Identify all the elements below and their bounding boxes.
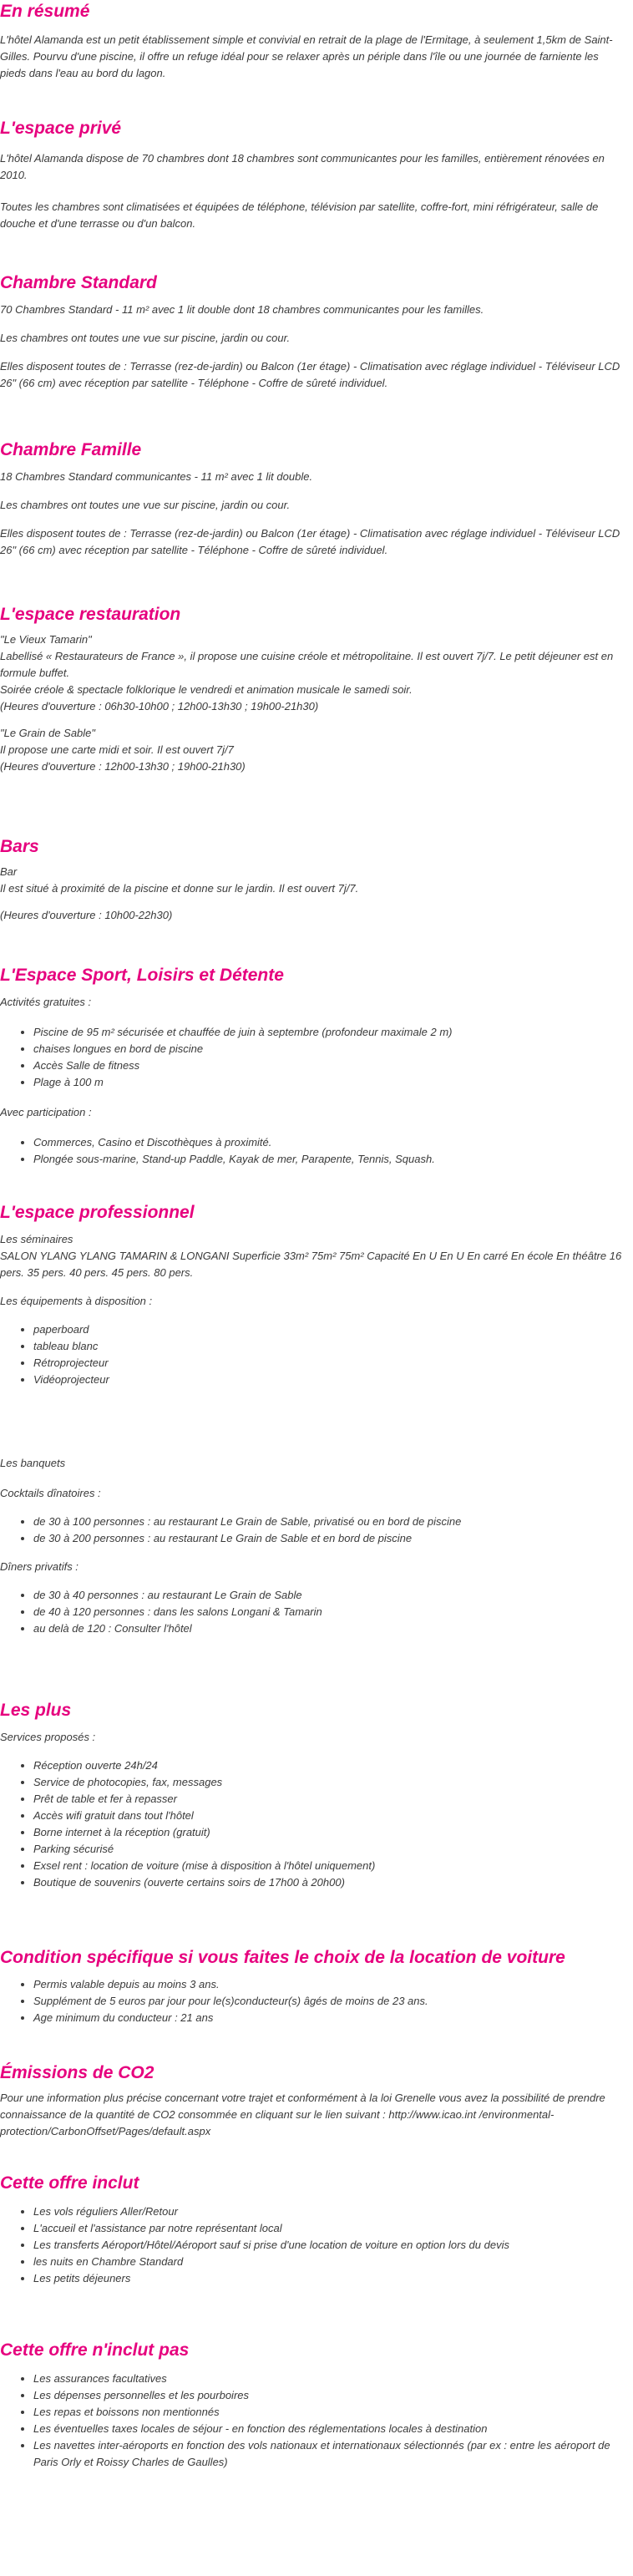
section-condition-location [0,1946,626,2026]
list-item: • chaises longues en bord de piscine [33,1041,626,1057]
list-item: • Les dépenses personnelles et les pourboires [33,2387,626,2404]
bar-name: Bar [0,865,18,878]
restaurant-2-name: "Le Grain de Sable" [0,727,96,739]
pro-cocktails-list [0,1514,626,1547]
list-item: • Exsel rent : location de voiture (mise à disposition à l'hôtel uniquement) [33,1858,626,1874]
list-item: • paperboard [33,1321,626,1338]
restaurant-1-hours: (Heures d'ouverture : 06h30-10h00 ; 12h00-13h30 ; 19h00-21h30) [0,700,319,712]
famille-paragraph-1: 18 Chambres Standard communicantes - 11 m² avec 1 lit double. [0,470,313,483]
sport-paid-label: Avec participation : [0,1106,92,1118]
list-item: • Permis valable depuis au moins 3 ans. [33,1976,626,1993]
restaurant-2-description: Il propose une carte midi et soir. Il est ouvert 7j/7 [0,743,234,756]
heading-les-plus: Les plus [0,1701,72,1720]
bar-hours: (Heures d'ouverture : 10h00-22h30) [0,909,173,921]
sport-paid-list [0,1134,626,1168]
section-sport [0,964,626,1168]
prive-paragraph-1: L'hôtel Alamanda dispose de 70 chambres dont 18 chambres sont communicantes pour les familles, entièrement rénovées en 2010. [0,152,605,181]
standard-paragraph-3: Elles disposent toutes de : Terrasse (rez-de-jardin) ou Balcon (1er étage) - Climatisation avec réglage individuel - Téléviseur LCD 26" (66 cm) avec réception par satellite - Téléphone - Coffre de sûreté individuel. [0,360,620,389]
prive-paragraph-2: Toutes les chambres sont climatisées et équipées de téléphone, télévision par satellite, coffre-fort, mini réfrigérateur, salle de douche et d'une terrasse ou d'un balcon. [0,200,599,230]
pro-diners-list [0,1587,626,1637]
pro-equip-list [0,1321,626,1388]
list-item: • de 30 à 40 personnes : au restaurant Le Grain de Sable [33,1587,626,1604]
list-item: • au delà de 120 : Consulter l'hôtel [33,1620,626,1637]
ninclut-list [0,2371,626,2471]
list-item: • Accès Salle de fitness [33,1057,626,1074]
heading-sport: L'Espace Sport, Loisirs et Détente [0,966,284,985]
pro-salons: SALON YLANG YLANG TAMARIN & LONGANI Superficie 33m² 75m² 75m² Capacité En U En U En carré En école En théâtre 16 pers. 35 pers. 40 pers. 45 pers. 80 pers. [0,1250,622,1279]
heading-offre-ninclut: Cette offre n'inclut pas [0,2340,190,2360]
section-bars [0,835,626,924]
heading-chambre-standard: Chambre Standard [0,273,157,292]
restaurant-1-name: "Le Vieux Tamarin" [0,633,92,646]
heading-resume: En résumé [0,2,90,21]
list-item: • Borne internet à la réception (gratuit) [33,1824,626,1841]
list-item: • Les navettes inter-aéroports en fonction des vols nationaux et internationaux sélectionnés (par ex : entre les aéroport de Paris Orly et Roissy Charles de Gaulles) [33,2437,626,2471]
list-item: • Commerces, Casino et Discothèques à proximité. [33,1134,626,1151]
restaurant-1-soiree: Soirée créole & spectacle folklorique le vendredi et animation musicale le samedi soir. [0,683,413,696]
list-item: • Boutique de souvenirs (ouverte certains soirs de 17h00 à 20h00) [33,1874,626,1891]
inclut-list [0,2203,626,2287]
bar-description: Il est situé à proximité de la piscine et donne sur le jardin. Il est ouvert 7j/7. [0,882,359,895]
plus-list [0,1757,626,1891]
sport-free-list [0,1024,626,1091]
list-item: • Vidéoprojecteur [33,1372,626,1388]
section-restauration [0,603,626,775]
pro-cocktails-label: Cocktails dînatoires : [0,1487,101,1499]
pro-equip-label: Les équipements à disposition : [0,1295,153,1307]
list-item: • Plage à 100 m [33,1074,626,1091]
list-item: • Les vols réguliers Aller/Retour [33,2203,626,2220]
list-item: • de 40 à 120 personnes : dans les salons Longani & Tamarin [33,1604,626,1620]
heading-espace-pro: L'espace professionnel [0,1203,195,1222]
heading-espace-prive: L'espace privé [0,119,122,138]
list-item: • Plongée sous-marine, Stand-up Paddle, Kayak de mer, Parapente, Tennis, Squash. [33,1151,626,1168]
section-offre-inclut [0,2172,626,2287]
resume-paragraph: L'hôtel Alamanda est un petit établissement simple et convivial en retrait de la plage de l'Ermitage, à seulement 1,5km de Saint-Gilles. Pourvu d'une piscine, il offre un refuge idéal pour se relaxer après un périple dans l'île ou une journée de farniente les pieds dans l'eau au bord du lagon. [0,33,613,79]
famille-paragraph-2: Les chambres ont toutes une vue sur piscine, jardin ou cour. [0,499,291,511]
heading-bars: Bars [0,837,39,856]
list-item: • de 30 à 200 personnes : au restaurant Le Grain de Sable et en bord de piscine [33,1530,626,1547]
list-item: • Les transferts Aéroport/Hôtel/Aéroport sauf si prise d'une location de voiture en option lors du devis [33,2237,626,2254]
famille-paragraph-3: Elles disposent toutes de : Terrasse (rez-de-jardin) ou Balcon (1er étage) - Climatisation avec réglage individuel - Téléviseur LCD 26" (66 cm) avec réception par satellite - Téléphone - Coffre de sûreté individuel. [0,527,620,556]
heading-co2: Émissions de CO2 [0,2063,154,2082]
heading-offre-inclut: Cette offre inclut [0,2173,139,2193]
heading-restauration: L'espace restauration [0,605,181,624]
list-item: • de 30 à 100 personnes : au restaurant Le Grain de Sable, privatisé ou en bord de piscine [33,1514,626,1530]
plus-label: Services proposés : [0,1731,96,1743]
list-item: • Parking sécurisé [33,1841,626,1858]
section-espace-prive [0,117,626,232]
section-chambre-standard [0,271,626,392]
list-item: • Piscine de 95 m² sécurisée et chauffée de juin à septembre (profondeur maximale 2 m) [33,1024,626,1041]
section-chambre-famille [0,439,626,559]
pro-diners-label: Dîners privatifs : [0,1560,78,1573]
sport-free-label: Activités gratuites : [0,996,92,1008]
list-item: • Rétroprojecteur [33,1355,626,1372]
list-item: • Les assurances facultatives [33,2371,626,2387]
pro-seminaires: Les séminaires [0,1233,73,1245]
list-item: • les nuits en Chambre Standard [33,2254,626,2270]
restaurant-1-description: Labellisé « Restaurateurs de France », il propose une cuisine créole et métropolitaine. Il est ouvert 7j/7. Le petit déjeuner est en formule buffet. [0,650,614,679]
section-offre-ninclut [0,2339,626,2471]
co2-paragraph: Pour une information plus précise concernant votre trajet et conformément à la loi Grenelle vous avez la possibilité de prendre connaissance de la quantité de CO2 consommée en cliquant sur le lien suivant : http://www.icao.int /environmental-protection/CarbonOffset/Pages/default.aspx [0,2092,605,2137]
list-item: • Supplément de 5 euros par jour pour le(s)conducteur(s) âgés de moins de 23 ans. [33,1993,626,2010]
section-resume [0,0,626,82]
list-item: • Prêt de table et fer à repasser [33,1791,626,1808]
list-item: • Accès wifi gratuit dans tout l'hôtel [33,1808,626,1824]
pro-banquets: Les banquets [0,1457,66,1469]
list-item: • Service de photocopies, fax, messages [33,1774,626,1791]
condition-list [0,1976,626,2026]
list-item: • tableau blanc [33,1338,626,1355]
section-les-plus [0,1699,626,1891]
heading-condition-location: Condition spécifique si vous faites le choix de la location de voiture [0,1948,565,1967]
list-item: • Les petits déjeuners [33,2270,626,2287]
restaurant-2-hours: (Heures d'ouverture : 12h00-13h30 ; 19h00-21h30) [0,760,246,773]
standard-paragraph-1: 70 Chambres Standard - 11 m² avec 1 lit double dont 18 chambres communicantes pour les familles. [0,303,484,316]
list-item: • Les repas et boissons non mentionnés [33,2404,626,2421]
section-co2 [0,2061,626,2140]
list-item: • Les éventuelles taxes locales de séjour - en fonction des réglementations locales à destination [33,2421,626,2437]
standard-paragraph-2: Les chambres ont toutes une vue sur piscine, jardin ou cour. [0,332,291,344]
list-item: • Age minimum du conducteur : 21 ans [33,2010,626,2026]
heading-chambre-famille: Chambre Famille [0,440,142,459]
section-espace-pro [0,1201,626,1637]
list-item: • Réception ouverte 24h/24 [33,1757,626,1774]
list-item: • L'accueil et l'assistance par notre représentant local [33,2220,626,2237]
